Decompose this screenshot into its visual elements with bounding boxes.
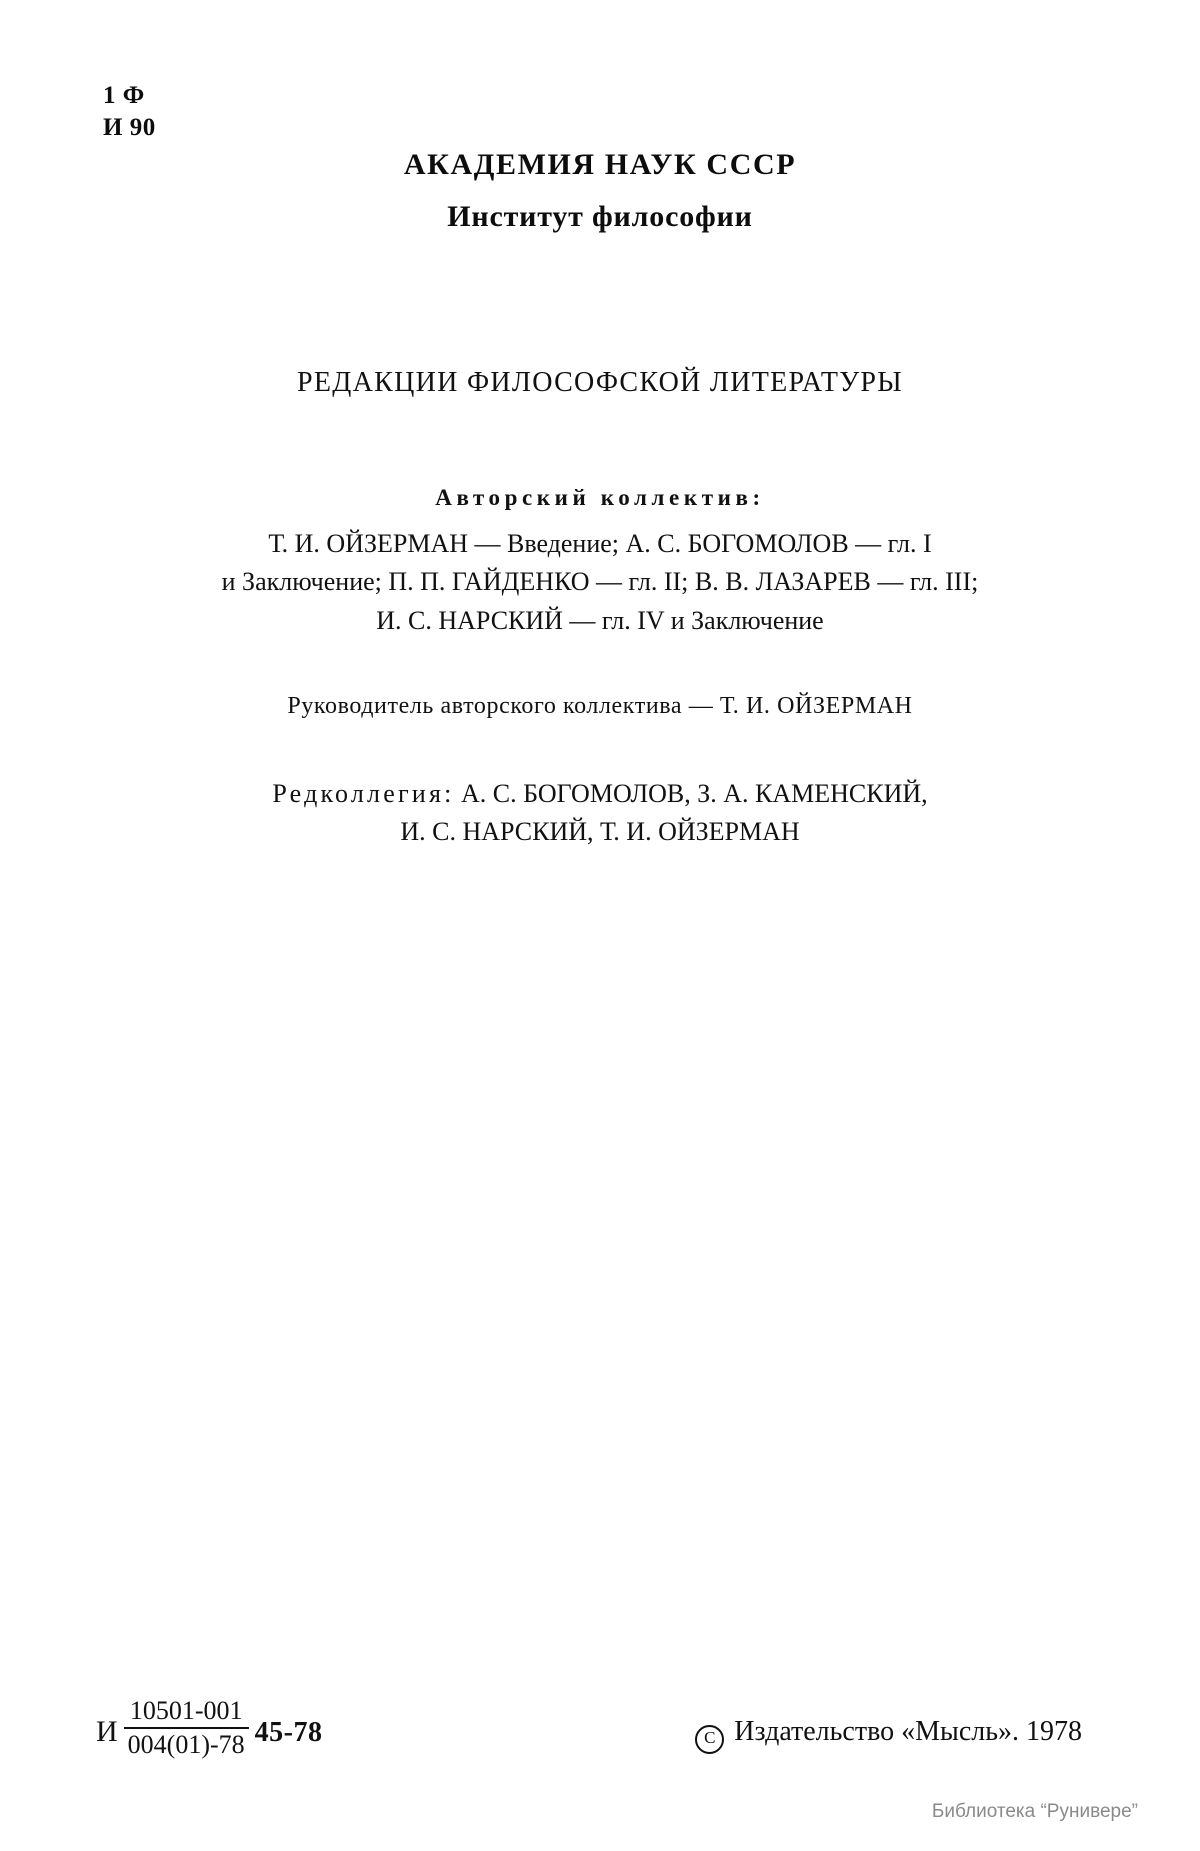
publisher-code-fraction	[124, 1697, 249, 1759]
fraction-bar	[124, 1727, 249, 1729]
author-team-label: Авторский коллектив:	[435, 485, 765, 510]
author-team-line: и Заключение; П. П. ГАЙДЕНКО — гл. II; В. В. ЛАЗАРЕВ — гл. III;	[221, 567, 979, 597]
editorial-board-line-1	[0, 775, 1200, 813]
publisher-code-suffix: 45-78	[254, 1716, 323, 1748]
publisher-code	[96, 1697, 322, 1759]
author-team-line: Т. И. ОЙЗЕРМАН — Введение; А. С. БОГОМОЛОВ — гл. I	[268, 529, 932, 558]
team-leader: Руководитель авторского коллектива — Т. И. ОЙЗЕРМАН	[287, 693, 913, 720]
publisher-code-letter: И	[96, 1714, 118, 1748]
author-team-list	[0, 525, 1200, 640]
classification-mark-line-1: 1 Ф	[103, 82, 145, 109]
copyright-text: Издательство «Мысль». 1978	[734, 1716, 1082, 1747]
institute-title: Институт философии	[447, 200, 753, 233]
editorial-board-names-1: А. С. БОГОМОЛОВ, З. А. КАМЕНСКИЙ,	[454, 779, 928, 809]
academy-title: АКАДЕМИЯ НАУК СССР	[403, 148, 797, 181]
editorial-board-line-2: И. С. НАРСКИЙ, Т. И. ОЙЗЕРМАН	[400, 817, 800, 847]
classification-mark-line-2: И 90	[103, 114, 156, 141]
publisher-code-denominator: 004(01)-78	[127, 1729, 245, 1759]
library-watermark: Библиотека “Рунивере”	[931, 1801, 1138, 1822]
editorial-board	[0, 775, 1200, 850]
editorial-board-label: Редколлегия:	[272, 779, 455, 809]
publisher-code-numerator: 10501-001	[129, 1695, 243, 1725]
copyright-line	[695, 1716, 1082, 1751]
author-team-line: И. С. НАРСКИЙ — гл. IV и Заключение	[376, 605, 824, 635]
page-content	[0, 0, 1200, 851]
copyright-icon: C	[695, 1725, 724, 1754]
page-footer	[0, 1631, 1200, 1851]
editorial-department: РЕДАКЦИИ ФИЛОСОФСКОЙ ЛИТЕРАТУРЫ	[296, 367, 904, 398]
